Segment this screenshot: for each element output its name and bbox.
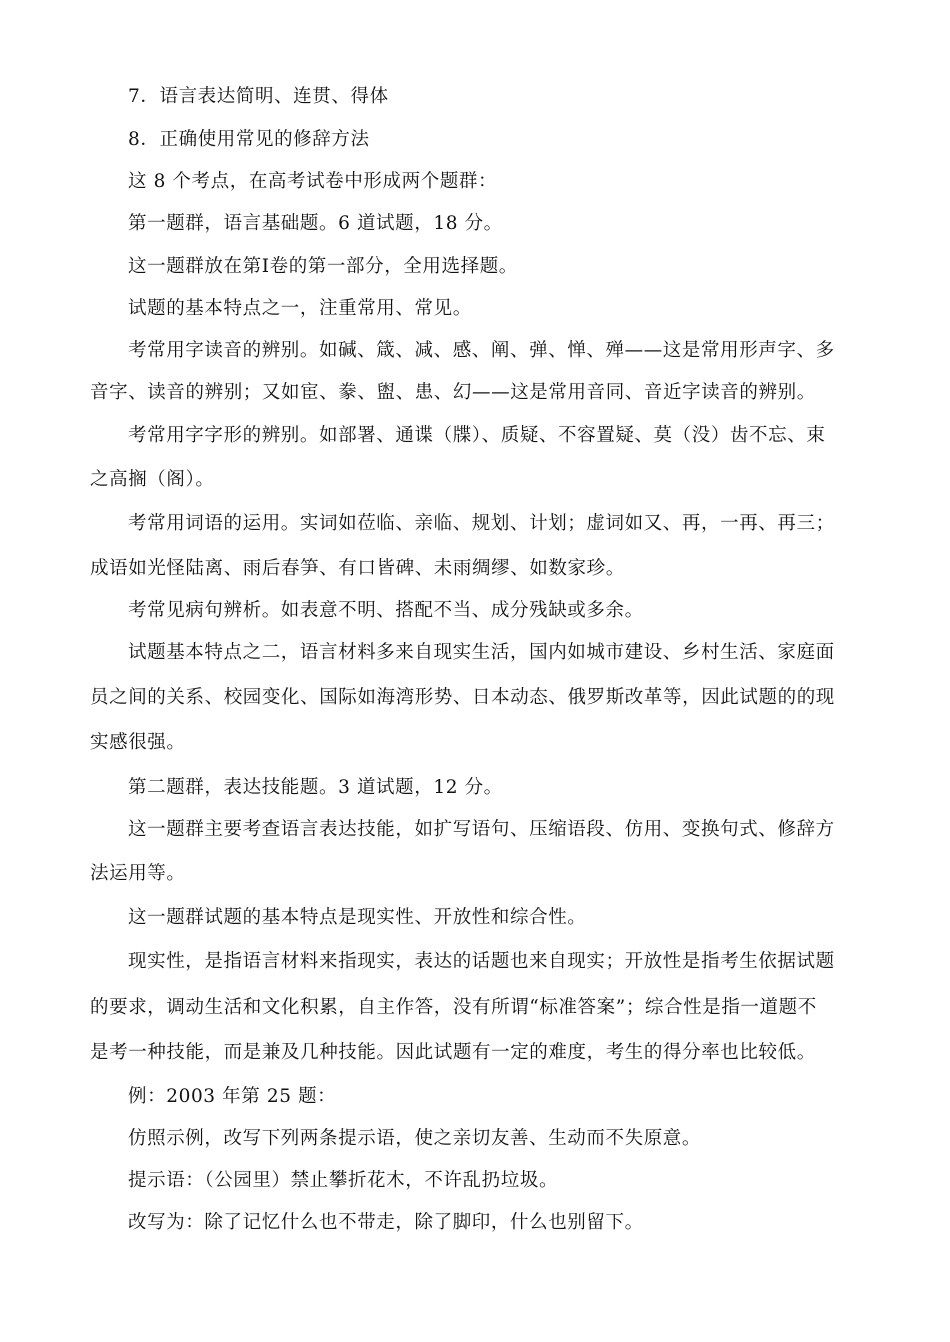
- text-line: 试题基本特点之二，语言材料多来自现实生活，国内如城市建设、乡村生活、家庭面: [128, 642, 835, 663]
- text-line: 这一题群放在第Ⅰ卷的第一部分，全用选择题。: [128, 256, 518, 277]
- text-line: 提示语：（公园里）禁止攀折花木，不许乱扔垃圾。: [128, 1170, 559, 1191]
- text-line: 的要求，调动生活和文化积累，自主作答，没有所谓“标准答案”；综合性是指一道题不: [90, 997, 817, 1018]
- text-line: 之高搁（阁）。: [90, 469, 215, 490]
- text-line: 考常用字读音的辨别。如碱、箴、减、感、阐、弹、惮、殚——这是常用形声字、多: [128, 340, 835, 361]
- text-line: 例：2003 年第 25 题：: [128, 1086, 337, 1107]
- text-line: 考常用词语的运用。实词如莅临、亲临、规划、计划；虚词如又、再，一再、再三；: [128, 513, 835, 534]
- text-line: 7．语言表达简明、连贯、得体: [128, 86, 389, 107]
- text-line: 第二题群，表达技能题。3 道试题，12 分。: [128, 777, 503, 798]
- text-line: 考常见病句辨析。如表意不明、搭配不当、成分残缺或多余。: [128, 600, 644, 621]
- text-line: 这 8 个考点，在高考试卷中形成两个题群：: [128, 171, 498, 192]
- text-line: 第一题群，语言基础题。6 道试题，18 分。: [128, 213, 503, 234]
- text-line: 这一题群主要考查语言表达技能，如扩写语句、压缩语段、仿用、变换句式、修辞方: [128, 819, 835, 840]
- text-line: 试题的基本特点之一，注重常用、常见。: [128, 298, 472, 319]
- text-line: 现实性，是指语言材料来指现实，表达的话题也来自现实；开放性是指考生依据试题: [128, 951, 835, 972]
- text-line: 员之间的关系、校园变化、国际如海湾形势、日本动态、俄罗斯改革等，因此试题的的现: [90, 687, 835, 708]
- text-line: 8．正确使用常见的修辞方法: [128, 129, 370, 150]
- text-line: 成语如光怪陆离、雨后春笋、有口皆碑、未雨绸缪、如数家珍。: [90, 558, 625, 579]
- text-line: 改写为：除了记忆什么也不带走，除了脚印，什么也别留下。: [128, 1212, 644, 1233]
- text-line: 音字、读音的辨别；又如宦、豢、盥、患、幻——这是常用音同、音近字读音的辨别。: [90, 382, 816, 403]
- text-line: 考常用字字形的辨别。如部署、通谍（牒）、质疑、不容置疑、莫（没）齿不忘、束: [128, 425, 826, 446]
- text-line: 法运用等。: [90, 863, 186, 884]
- text-line: 是考一种技能，而是兼及几种技能。因此试题有一定的难度，考生的得分率也比较低。: [90, 1042, 816, 1063]
- text-line: 这一题群试题的基本特点是现实性、开放性和综合性。: [128, 907, 587, 928]
- text-line: 仿照示例，改写下列两条提示语，使之亲切友善、生动而不失原意。: [128, 1128, 702, 1149]
- text-line: 实感很强。: [90, 732, 186, 753]
